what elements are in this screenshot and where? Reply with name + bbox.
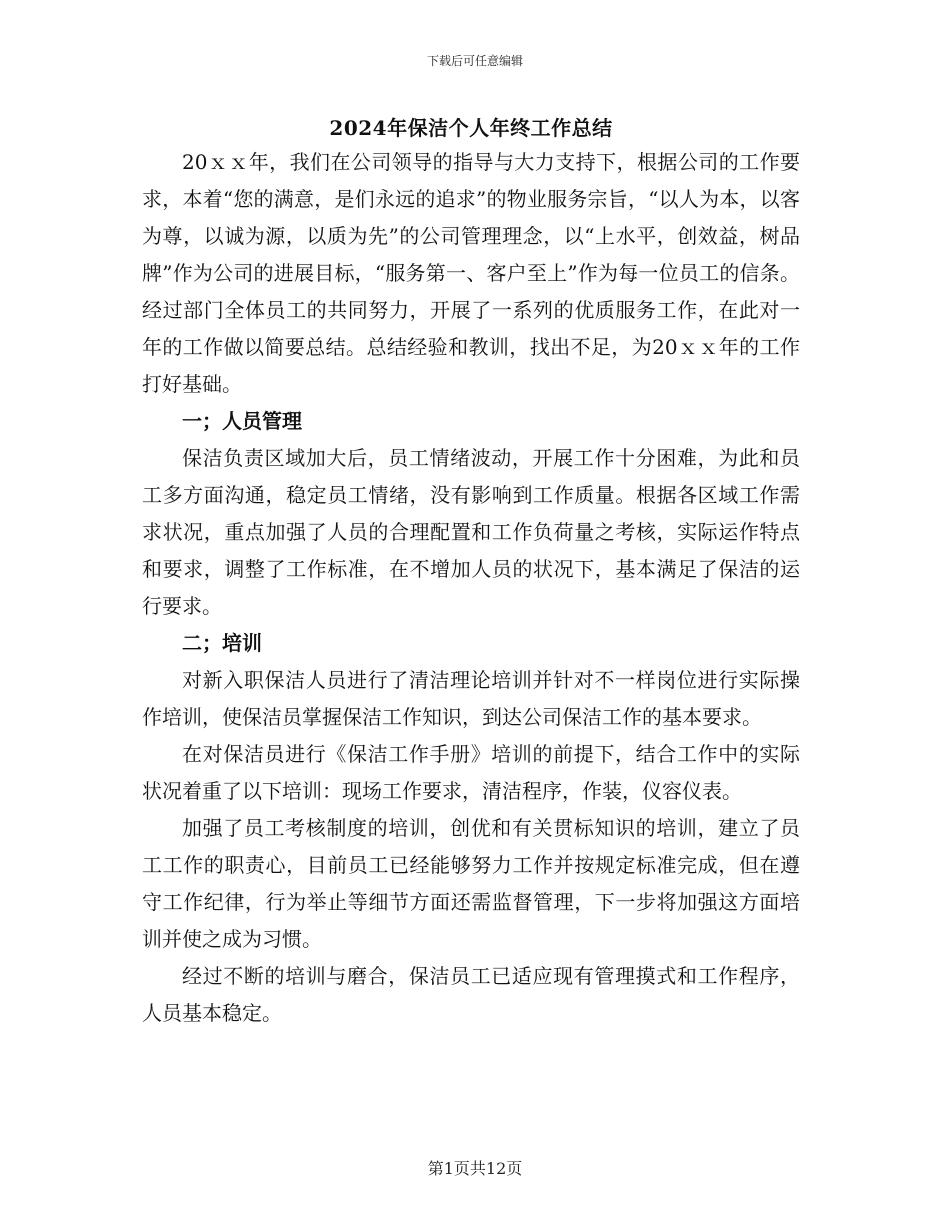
document-body <box>142 112 800 1032</box>
page-number-footer: 第1页共12页 <box>427 1159 523 1178</box>
paragraph-training-2: 在对保洁员进行《保洁工作手册》培训的前提下，结合工作中的实际状况着重了以下培训：现场工作要求，清洁程序，作装，仪容仪表。 <box>142 742 800 803</box>
section-heading-training: 二；培训 <box>182 631 262 655</box>
paragraph-personnel: 保洁负责区域加大后，员工情绪波动，开展工作十分困难，为此和员工多方面沟通，稳定员工情绪，没有影响到工作质量。根据各区域工作需求状况，重点加强了人员的合理配置和工作负荷量之考核，实际运作特点和要求，调整了工作标准，在不增加人员的状况下，基本满足了保洁的运行要求。 <box>142 446 800 618</box>
paragraph-training-3: 加强了员工考核制度的培训，创优和有关贯标知识的培训，建立了员工工作的职责心，目前员工已经能够努力工作并按规定标准完成，但在遵守工作纪律，行为举止等细节方面还需监督管理，下一步将加强这方面培训并使之成为习惯。 <box>142 816 800 951</box>
paragraph-intro: 20ｘｘ年，我们在公司领导的指导与大力支持下，根据公司的工作要求，本着“您的满意，是们永远的追求”的物业服务宗旨，“以人为本，以客为尊，以诚为源，以质为先”的公司管理理念，以“上水平，创效益，树品牌”作为公司的进展目标，“服务第一、客户至上”作为每一位员工的信条。经过部门全体员工的共同努力，开展了一系列的优质服务工作，在此对一年的工作做以简要总结。总结经验和教训，找出不足，为20ｘｘ年的工作打好基础。 <box>142 150 800 396</box>
page-header-note: 下载后可任意编辑 <box>426 54 523 68</box>
document-title: 2024年保洁个人年终工作总结 <box>329 116 613 140</box>
section-heading-personnel: 一；人员管理 <box>182 409 302 433</box>
paragraph-training-4: 经过不断的培训与磨合，保洁员工已适应现有管理摸式和工作程序，人员基本稳定。 <box>142 964 800 1025</box>
paragraph-training-1: 对新入职保洁人员进行了清洁理论培训并针对不一样岗位进行实际操作培训，使保洁员掌握保洁工作知识，到达公司保洁工作的基本要求。 <box>142 668 800 729</box>
